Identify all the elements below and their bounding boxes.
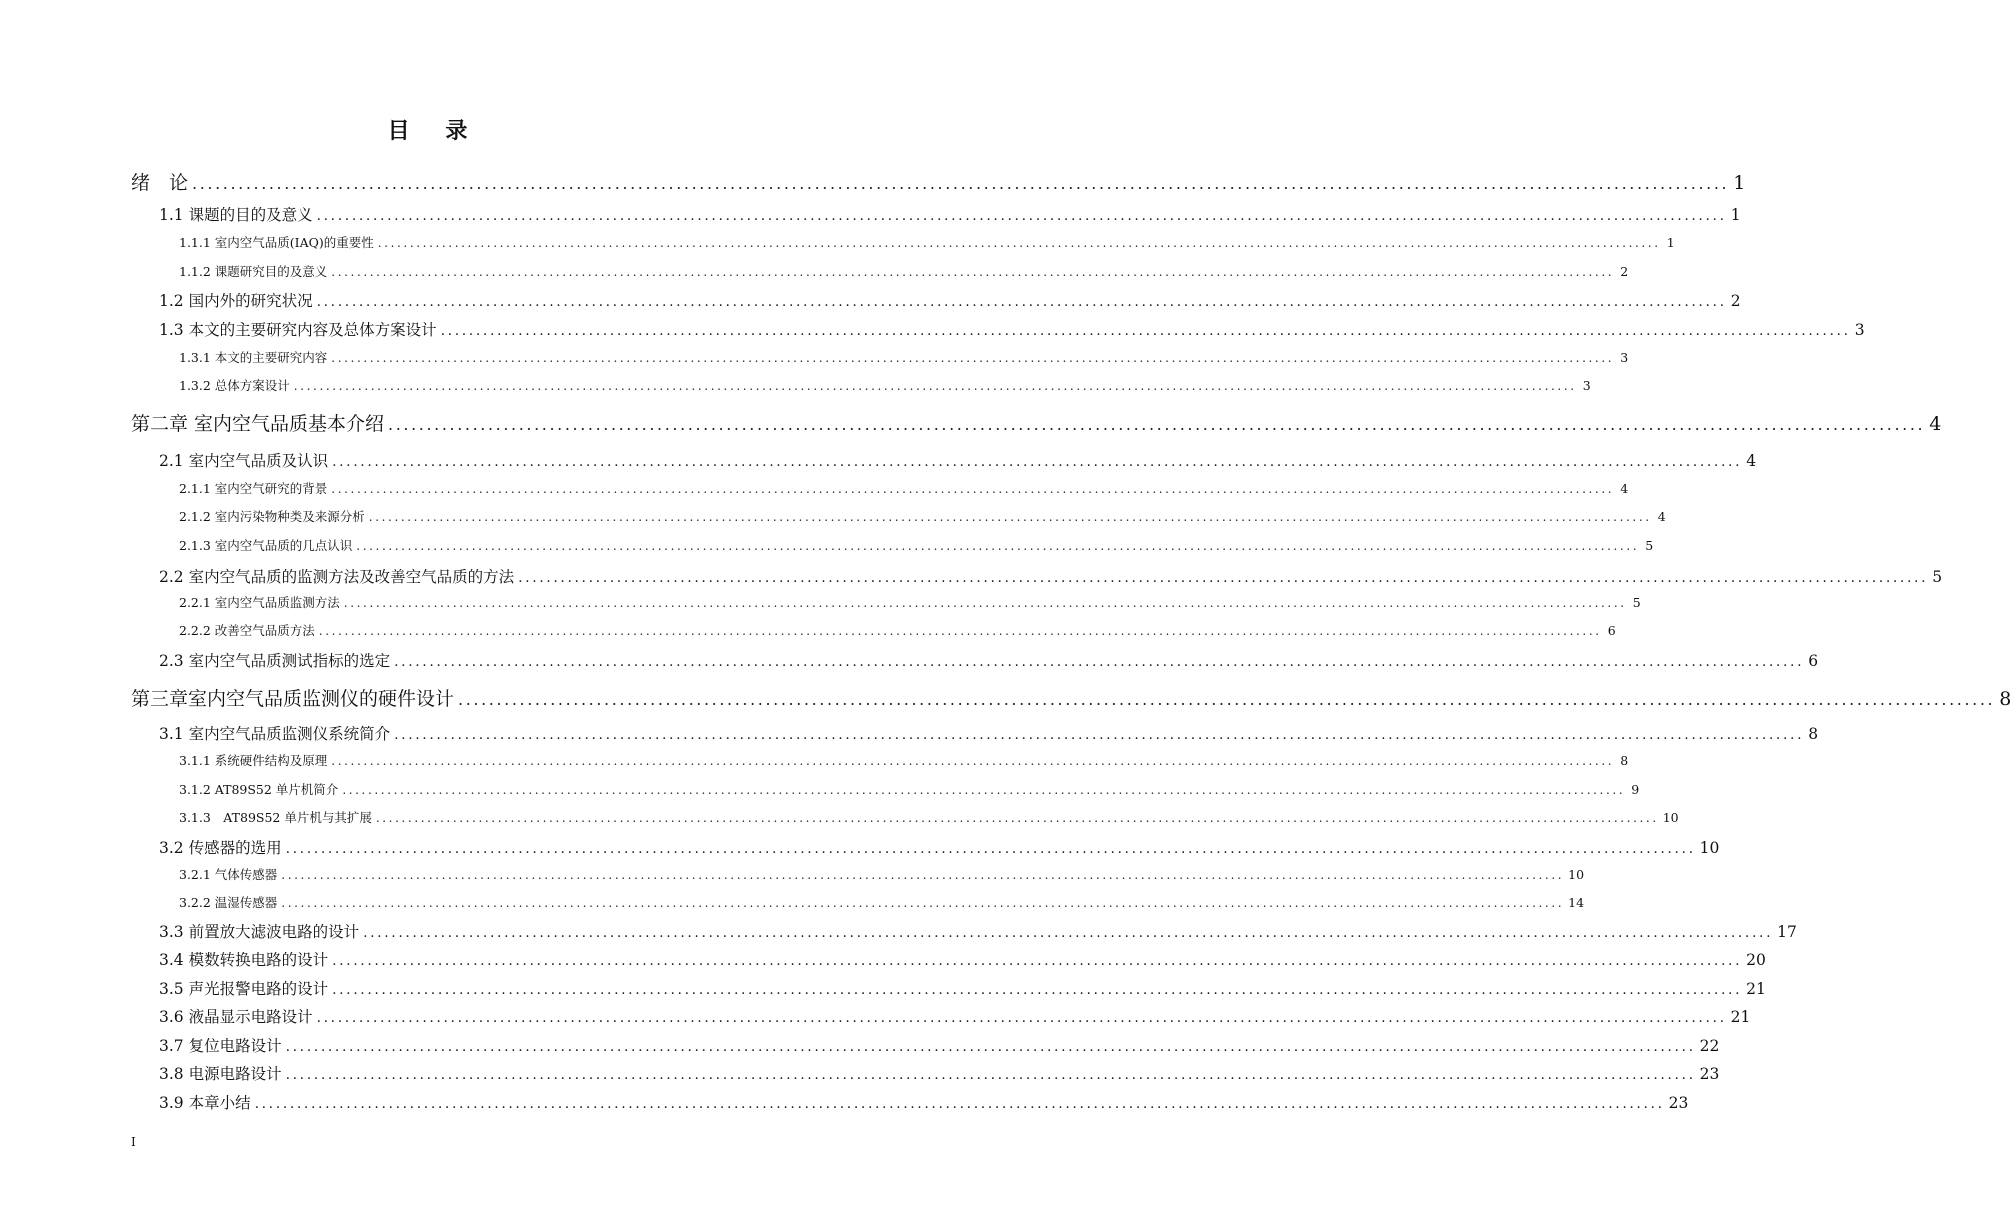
toc-entry-label: 2.1.3 室内空气品质的几点认识: [179, 538, 353, 553]
toc-entry-label: 3.2.2 温湿传感器: [179, 895, 278, 910]
toc-entry[interactable]: [159, 1091, 1689, 1113]
leader-dots: ........................................................................................................................................................................................................: [440, 323, 1851, 339]
leader-dots: ........................................................................................................................................................................................................: [293, 379, 1577, 393]
toc-entry[interactable]: [159, 977, 1766, 999]
toc-entry[interactable]: [159, 1005, 1751, 1027]
toc-entry-page: 9: [1631, 782, 1640, 797]
toc-entry-label: 3.5 声光报警电路的设计: [159, 980, 329, 998]
toc-entry[interactable]: [179, 233, 1675, 251]
toc-entry[interactable]: [159, 722, 1819, 744]
toc-entry-label: 2.1.1 室内空气研究的背景: [179, 481, 328, 496]
toc-entry-label: 3.8 电源电路设计: [159, 1065, 282, 1083]
toc-entry-label: 2.3 室内空气品质测试指标的选定: [159, 652, 391, 670]
toc-entry[interactable]: [131, 168, 1746, 195]
toc-entry-page: 6: [1808, 652, 1819, 670]
toc-entry-page: 5: [1932, 568, 1943, 586]
toc-entry[interactable]: [159, 1062, 1720, 1084]
leader-dots: ........................................................................................................................................................................................................: [332, 454, 1743, 470]
toc-entry[interactable]: [179, 507, 1666, 525]
toc-entry-page: 3: [1582, 378, 1591, 393]
leader-dots: ........................................................................................................................................................................................................: [394, 727, 1805, 743]
leader-dots: ........................................................................................................................................................................................................: [343, 596, 1627, 610]
toc-entry-label: 1.3.2 总体方案设计: [179, 378, 290, 393]
leader-dots: ........................................................................................................................................................................................................: [368, 510, 1652, 524]
toc-entry-page: 3: [1620, 350, 1629, 365]
leader-dots: ........................................................................................................................................................................................................: [285, 841, 1696, 857]
toc-entry[interactable]: [159, 318, 1865, 340]
toc-entry-page: 8: [1620, 753, 1629, 768]
toc-entry-page: 14: [1568, 895, 1585, 910]
toc-entry-page: 22: [1699, 1037, 1720, 1055]
toc-entry-page: 8: [1808, 725, 1819, 743]
toc-entry-label: 3.1.3 AT89S52 单片机与其扩展: [179, 810, 372, 825]
toc-entry-page: 1: [1730, 206, 1741, 224]
toc-entry-label: 第三章室内空气品质监测仪的硬件设计: [131, 688, 455, 710]
toc-entry-label: 3.1 室内空气品质监测仪系统简介: [159, 725, 391, 743]
toc-entry-page: 23: [1699, 1065, 1720, 1083]
toc-entry[interactable]: [159, 565, 1943, 587]
toc-entry[interactable]: [159, 1034, 1720, 1056]
toc-entry-label: 3.2.1 气体传感器: [179, 867, 278, 882]
leader-dots: ........................................................................................................................................................................................................: [388, 415, 1926, 434]
leader-dots: ........................................................................................................................................................................................................: [281, 868, 1565, 882]
page-title: 目 录: [387, 119, 482, 144]
toc-entry-label: 3.1.2 AT89S52 单片机简介: [179, 782, 339, 797]
toc-entry-label: 3.6 液晶显示电路设计: [159, 1008, 313, 1026]
toc-entry-page: 1: [1666, 235, 1675, 250]
leader-dots: ........................................................................................................................................................................................................: [518, 570, 1929, 586]
toc-entry[interactable]: [159, 649, 1819, 671]
toc-entry[interactable]: [179, 865, 1585, 883]
leader-dots: ........................................................................................................................................................................................................: [394, 654, 1805, 670]
toc-entry[interactable]: [159, 203, 1741, 225]
toc-entry-page: 21: [1746, 980, 1766, 998]
toc-entry[interactable]: [179, 780, 1640, 798]
toc-entry[interactable]: [159, 449, 1757, 471]
toc-entry-page: 23: [1668, 1094, 1689, 1112]
leader-dots: ........................................................................................................................................................................................................: [377, 236, 1661, 250]
leader-dots: ........................................................................................................................................................................................................: [342, 783, 1626, 797]
toc-entry-label: 绪 论: [131, 172, 189, 194]
toc-entry-page: 10: [1662, 810, 1679, 825]
toc-entry[interactable]: [159, 836, 1720, 858]
leader-dots: ........................................................................................................................................................................................................: [356, 539, 1640, 553]
toc-entry-label: 第二章 室内空气品质基本介绍: [131, 413, 385, 435]
toc-entry-label: 3.9 本章小结: [159, 1094, 251, 1112]
footer-page-number: I: [131, 1135, 136, 1149]
toc-entry-page: 20: [1746, 951, 1766, 969]
toc-entry-page: 2: [1620, 264, 1629, 279]
toc-entry-page: 4: [1657, 509, 1666, 524]
leader-dots: ........................................................................................................................................................................................................: [331, 265, 1615, 279]
toc-entry-label: 3.7 复位电路设计: [159, 1037, 282, 1055]
toc-entry[interactable]: [179, 262, 1629, 280]
toc-entry-label: 2.1 室内空气品质及认识: [159, 452, 329, 470]
leader-dots: ........................................................................................................................................................................................................: [285, 1067, 1696, 1083]
leader-dots: ........................................................................................................................................................................................................: [375, 811, 1659, 825]
toc-entry-label: 1.1.2 课题研究目的及意义: [179, 264, 328, 279]
leader-dots: ........................................................................................................................................................................................................: [192, 174, 1730, 193]
leader-dots: ........................................................................................................................................................................................................: [285, 1039, 1696, 1055]
toc-entry[interactable]: [179, 893, 1585, 911]
leader-dots: ........................................................................................................................................................................................................: [363, 925, 1774, 941]
toc-entry-page: 3: [1854, 321, 1865, 339]
leader-dots: ........................................................................................................................................................................................................: [331, 351, 1615, 365]
toc-entry-label: 2.2.2 改善空气品质方法: [179, 623, 315, 638]
toc-entry[interactable]: [179, 751, 1629, 769]
toc-entry-label: 1.1 课题的目的及意义: [159, 206, 313, 224]
toc-entry-label: 1.1.1 室内空气品质(IAQ)的重要性: [179, 235, 374, 250]
toc-entry-label: 3.4 模数转换电路的设计: [159, 951, 329, 969]
toc-entry-page: 5: [1632, 595, 1641, 610]
leader-dots: ........................................................................................................................................................................................................: [281, 896, 1565, 910]
toc-entry[interactable]: [179, 536, 1654, 554]
leader-dots: ........................................................................................................................................................................................................: [458, 690, 1996, 709]
toc-entry-page: 21: [1730, 1008, 1751, 1026]
toc-entry[interactable]: [159, 289, 1741, 311]
toc-entry-label: 2.2 室内空气品质的监测方法及改善空气品质的方法: [159, 568, 515, 586]
toc-entry[interactable]: [159, 920, 1797, 942]
toc-entry-label: 2.2.1 室内空气品质监测方法: [179, 595, 340, 610]
leader-dots: ........................................................................................................................................................................................................: [316, 1010, 1727, 1026]
leader-dots: ........................................................................................................................................................................................................: [332, 953, 1743, 969]
toc-entry-label: 1.3 本文的主要研究内容及总体方案设计: [159, 321, 437, 339]
toc-entry-page: 4: [1620, 481, 1629, 496]
toc-entry[interactable]: [179, 348, 1629, 366]
leader-dots: ........................................................................................................................................................................................................: [332, 982, 1743, 998]
toc-entry[interactable]: [179, 479, 1629, 497]
toc-entry-page: 17: [1777, 923, 1797, 941]
toc-entry-page: 8: [1999, 688, 2011, 710]
toc-entry[interactable]: [179, 593, 1641, 611]
toc-entry[interactable]: [179, 621, 1616, 639]
toc-entry-page: 5: [1645, 538, 1654, 553]
toc-entry-page: 4: [1746, 452, 1757, 470]
leader-dots: ........................................................................................................................................................................................................: [316, 208, 1727, 224]
toc-entry-label: 1.2 国内外的研究状况: [159, 292, 313, 310]
toc-entry-page: 2: [1730, 292, 1741, 310]
toc-entry[interactable]: [131, 684, 2011, 711]
toc-entry[interactable]: [179, 808, 1679, 826]
toc-entry-page: 1: [1733, 172, 1746, 194]
toc-entry[interactable]: [159, 948, 1766, 970]
toc-entry-page: 4: [1929, 413, 1942, 435]
toc-entry-page: 10: [1568, 867, 1585, 882]
toc-entry-label: 3.3 前置放大滤波电路的设计: [159, 923, 360, 941]
toc-entry-label: 3.2 传感器的选用: [159, 839, 282, 857]
toc-entry[interactable]: [131, 409, 1942, 436]
leader-dots: ........................................................................................................................................................................................................: [331, 482, 1615, 496]
toc-entry-page: 6: [1607, 623, 1616, 638]
toc-entry-label: 2.1.2 室内污染物种类及来源分析: [179, 509, 365, 524]
leader-dots: ........................................................................................................................................................................................................: [331, 754, 1615, 768]
leader-dots: ........................................................................................................................................................................................................: [316, 294, 1727, 310]
toc-entry-label: 1.3.1 本文的主要研究内容: [179, 350, 328, 365]
leader-dots: ........................................................................................................................................................................................................: [254, 1096, 1665, 1112]
leader-dots: ........................................................................................................................................................................................................: [318, 624, 1602, 638]
toc-entry-label: 3.1.1 系统硬件结构及原理: [179, 753, 328, 768]
toc-entry[interactable]: [179, 376, 1591, 394]
toc-entry-page: 10: [1699, 839, 1720, 857]
